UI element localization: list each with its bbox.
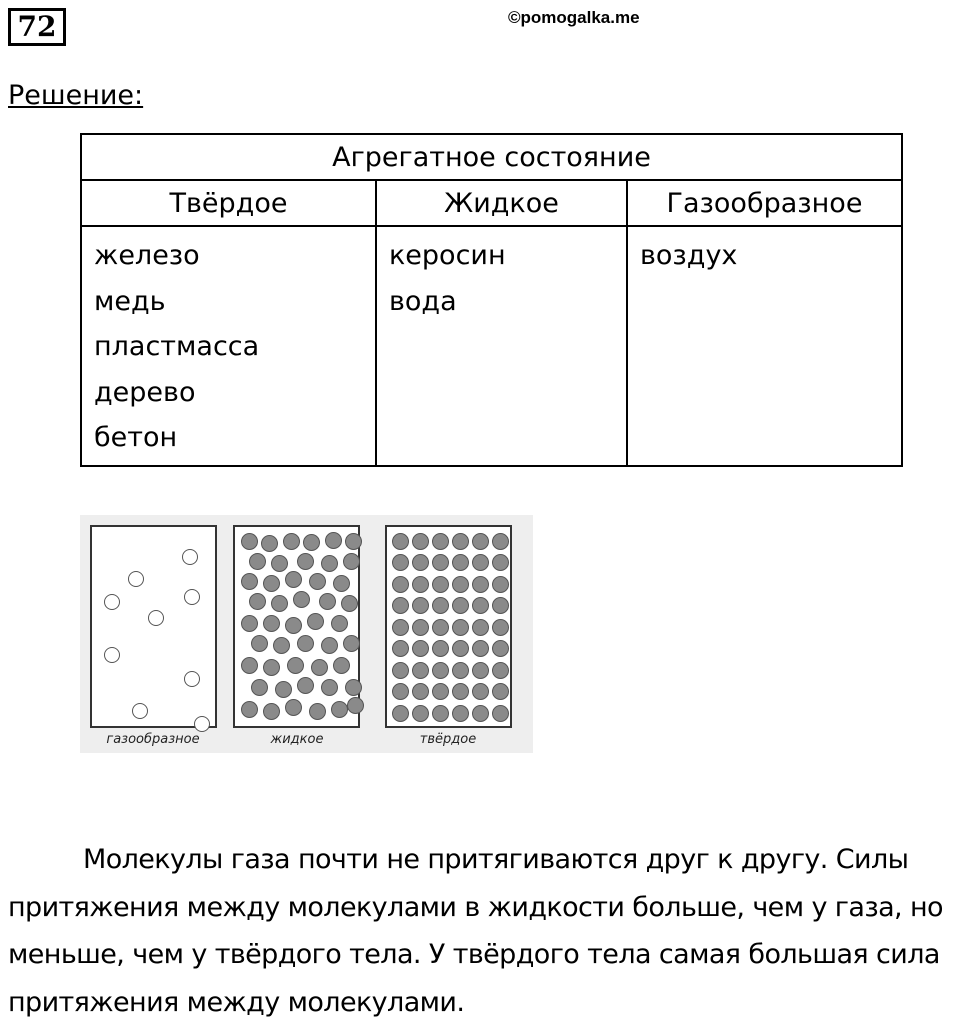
header-solid: Твёрдое	[81, 180, 376, 226]
molecule	[297, 635, 314, 652]
molecule	[412, 576, 429, 593]
molecule	[321, 637, 338, 654]
molecule	[263, 575, 280, 592]
molecule	[263, 703, 280, 720]
molecule	[432, 662, 449, 679]
molecule	[249, 593, 266, 610]
molecule	[343, 635, 360, 652]
table-header-row	[81, 180, 902, 226]
molecule	[285, 571, 302, 588]
molecule	[273, 637, 290, 654]
molecule	[325, 532, 342, 549]
molecule	[241, 615, 258, 632]
watermark: ©pomogalka.me	[508, 8, 640, 27]
molecule	[392, 576, 409, 593]
molecule	[492, 533, 509, 550]
molecule	[184, 589, 200, 605]
list-item: вода	[389, 285, 457, 317]
molecule	[472, 576, 489, 593]
caption-solid: твёрдое	[419, 732, 477, 747]
molecule	[452, 705, 469, 722]
molecule	[251, 679, 268, 696]
molecule	[472, 554, 489, 571]
molecule	[319, 593, 336, 610]
caption-liquid: жидкое	[270, 732, 324, 747]
solution-heading: Решение:	[8, 80, 144, 111]
caption-gas: газообразное	[106, 732, 200, 747]
molecule	[432, 576, 449, 593]
molecule	[392, 705, 409, 722]
molecule	[241, 701, 258, 718]
molecule	[492, 554, 509, 571]
molecule	[472, 533, 489, 550]
molecule	[412, 705, 429, 722]
molecule	[309, 703, 326, 720]
molecule	[104, 647, 120, 663]
molecule	[311, 659, 328, 676]
molecule	[412, 619, 429, 636]
molecule	[432, 597, 449, 614]
molecule	[452, 576, 469, 593]
molecule	[452, 597, 469, 614]
molecule	[104, 594, 120, 610]
molecule	[492, 619, 509, 636]
molecule	[148, 610, 164, 626]
molecule	[412, 533, 429, 550]
molecule	[432, 533, 449, 550]
molecule	[263, 615, 280, 632]
molecule	[283, 533, 300, 550]
molecule	[285, 699, 302, 716]
header-gas: Газообразное	[627, 180, 902, 226]
molecule	[432, 554, 449, 571]
molecule	[392, 533, 409, 550]
explanation-paragraph: Молекулы газа почти не притягиваются друг к другу. Силы притяжения между молекулами в жидкости больше, чем у газа, но меньше, чем у твёрдого тела. У твёрдого тела самая большая сила притяжения между молекулами.	[8, 844, 943, 1018]
molecule	[271, 555, 288, 572]
molecule	[241, 533, 258, 550]
molecule	[249, 553, 266, 570]
molecule	[275, 681, 292, 698]
molecule	[321, 679, 338, 696]
task-number: 72	[8, 8, 66, 46]
list-item: воздух	[640, 240, 738, 271]
table-body-row	[81, 226, 902, 466]
molecule	[184, 671, 200, 687]
molecule	[297, 677, 314, 694]
molecule	[309, 573, 326, 590]
molecule	[392, 683, 409, 700]
molecule	[492, 705, 509, 722]
molecule	[452, 619, 469, 636]
molecule	[194, 716, 210, 732]
molecule	[492, 683, 509, 700]
cell-liquid	[376, 226, 627, 466]
cell-solid	[81, 226, 376, 466]
molecule	[492, 576, 509, 593]
molecule	[412, 662, 429, 679]
molecule	[333, 575, 350, 592]
molecule	[307, 613, 324, 630]
molecule	[392, 597, 409, 614]
molecule	[345, 533, 362, 550]
molecule	[452, 554, 469, 571]
cell-gas	[627, 226, 902, 466]
molecule	[293, 591, 310, 608]
molecule	[182, 549, 198, 565]
molecule	[432, 619, 449, 636]
molecule	[492, 597, 509, 614]
molecule	[392, 554, 409, 571]
list-item: медь	[94, 285, 166, 317]
molecule	[452, 640, 469, 657]
molecule	[347, 697, 364, 714]
molecule	[472, 619, 489, 636]
molecule	[128, 571, 144, 587]
molecule	[297, 553, 314, 570]
molecule	[343, 553, 360, 570]
molecule	[452, 533, 469, 550]
molecule-figure	[80, 515, 533, 753]
molecule	[321, 555, 338, 572]
molecule	[392, 619, 409, 636]
solid-panel	[385, 525, 512, 728]
molecule	[333, 657, 350, 674]
molecule	[412, 597, 429, 614]
molecule	[392, 662, 409, 679]
molecule	[241, 573, 258, 590]
molecule	[132, 703, 148, 719]
molecule	[331, 701, 348, 718]
molecule	[432, 640, 449, 657]
aggregate-state-table	[80, 133, 903, 467]
molecule	[412, 683, 429, 700]
molecule	[285, 617, 302, 634]
molecule	[432, 705, 449, 722]
list-item: дерево	[94, 376, 196, 408]
list-item: керосин	[389, 240, 506, 271]
molecule	[303, 534, 320, 551]
molecule	[412, 640, 429, 657]
molecule	[452, 683, 469, 700]
molecule	[472, 640, 489, 657]
molecule	[472, 705, 489, 722]
list-item: железо	[94, 240, 200, 271]
header-liquid: Жидкое	[376, 180, 627, 226]
molecule	[263, 659, 280, 676]
molecule	[271, 595, 288, 612]
molecule	[345, 679, 362, 696]
molecule	[331, 615, 348, 632]
molecule	[261, 535, 278, 552]
table-title: Агрегатное состояние	[81, 134, 902, 180]
molecule	[492, 640, 509, 657]
molecule	[412, 554, 429, 571]
list-item: пластмасса	[94, 331, 260, 362]
molecule	[492, 662, 509, 679]
molecule	[287, 657, 304, 674]
molecule	[432, 683, 449, 700]
gas-panel	[90, 525, 217, 728]
molecule	[472, 683, 489, 700]
molecule	[251, 635, 268, 652]
molecule	[452, 662, 469, 679]
molecule	[241, 657, 258, 674]
molecule	[392, 640, 409, 657]
molecule	[472, 597, 489, 614]
table-title-row	[81, 134, 902, 180]
liquid-panel	[233, 525, 360, 728]
list-item: бетон	[94, 422, 178, 453]
molecule	[341, 595, 358, 612]
molecule	[472, 662, 489, 679]
